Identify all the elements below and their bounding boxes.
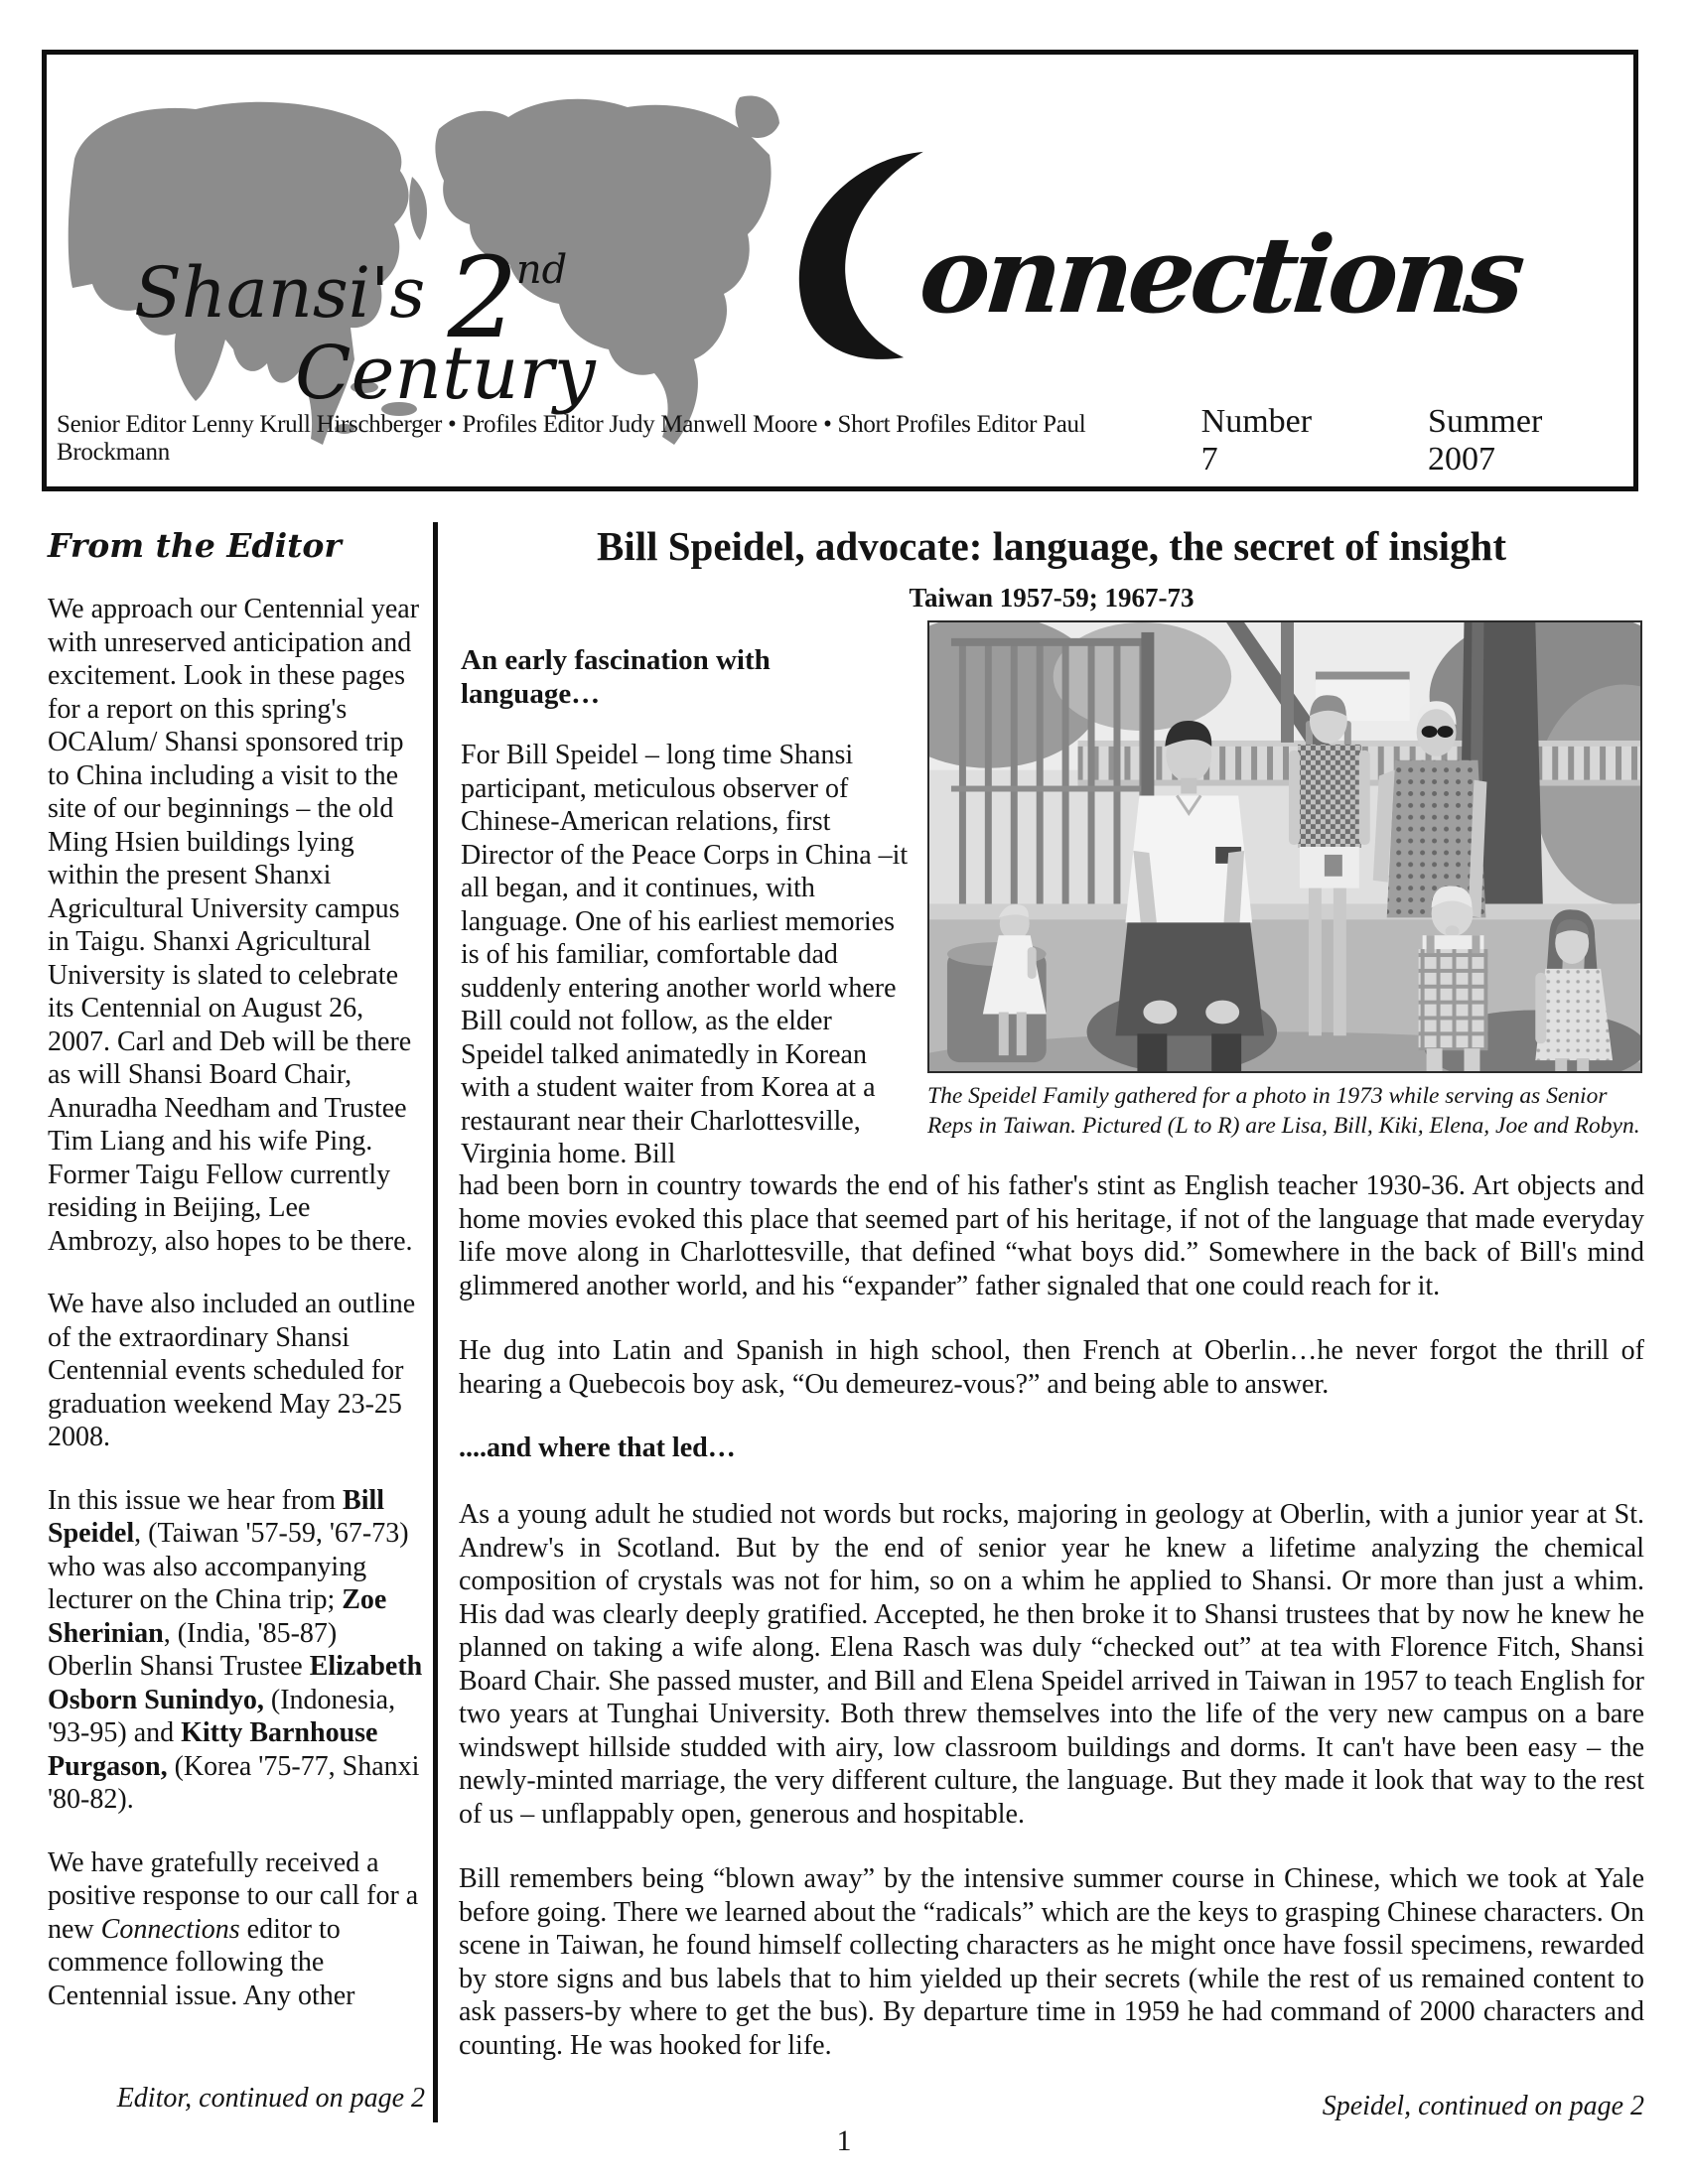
map-slogan-word1: Shansi's xyxy=(134,252,448,334)
section-heading-where-that-led: ....and where that led… xyxy=(459,1433,736,1463)
world-map-graphic xyxy=(57,59,796,450)
family-photo xyxy=(927,620,1642,1073)
speidel-article xyxy=(459,524,1644,2127)
editor-column-heading: From the Editor xyxy=(48,526,342,565)
article-paragraph-2: He dug into Latin and Spanish in high school, then French at Oberlin…he never forgot the thrill of hearing a Quebecois boy ask, “Ou demeurez-vous?” and being able to answer. xyxy=(459,1335,1644,1400)
logo-wordmark-text: onnections xyxy=(914,212,1525,337)
photo-caption: The Speidel Family gathered for a photo in 1973 while serving as Senior Reps in Taiwan. Pictured (L to R) are Lisa, Bill, Kiki, Elena, Joe and Robyn. xyxy=(927,1083,1640,1139)
issue-date: Summer 2007 xyxy=(1428,403,1543,478)
logo-c-glyph xyxy=(783,148,932,364)
article-intro-text: For Bill Speidel – long time Shansi participant, meticulous observer of Chinese-American relations, first Director of the Peace Corps in China –it all began, and it continues, with language. One of his earliest memories is of his familiar, comfortable dad suddenly entering another world where Bill could not follow, as the elder Speidel talked animatedly in Korean with a student waiter from Korea at a restaurant near their Charlottesville, Virginia home. Bill xyxy=(461,740,909,1169)
editor-column xyxy=(48,526,423,2042)
map-slogan-ordinal: nd xyxy=(515,247,568,293)
connections-logo xyxy=(783,148,1525,364)
editor-paragraph-4: We have gratefully received a positive response to our call for a new Connections editor to commence following the Centennial issue. Any other xyxy=(48,1846,419,2011)
editor-paragraph-1: We approach our Centennial year with unreserved anticipation and excitement. Look in these pages for a report on this spring's OCAlum/ Shansi sponsored trip to China including a visit to the site of our beginnings – the old Ming Hsien buildings lying within the present Shanxi Agricultural University campus in Taigu. Shanxi Agricultural University is slated to celebrate its Centennial on August 26, 2007. Carl and Deb will be there as will Shansi Board Chair, Anuradha Needham and Trustee Tim Liang and his wife Ping. Former Taigu Fellow currently residing in Beijing, Lee Ambrozy, also hopes to be there. xyxy=(48,594,420,1257)
article-title: Bill Speidel, advocate: language, the secret of insight xyxy=(596,523,1506,569)
article-paragraph-1: had been born in country towards the end of his father's stint as English teacher 1930-36. Art objects and home movies evoked this place that seemed part of his heritage, if not of the language that made everyday life move along in Charlottesville, that defined “what boys did.” Somewhere in the back of Bill's mind glimmered another world, and his “expander” father signaled that one could reach for it. xyxy=(459,1170,1644,1301)
column-divider xyxy=(433,522,438,2122)
issue-info xyxy=(1201,403,1618,478)
page-number: 1 xyxy=(836,2124,852,2157)
masthead-credit-bar xyxy=(57,403,1618,478)
article-paragraph-3: As a young adult he studied not words but rocks, majoring in geology at Oberlin, with a junior year at St. Andrew's in Scotland. But by the end of senior year he knew a lifetime analyzing the chemical composition of crystals was not for him, so on a whim he applied to Shansi. Or more than just a whim. His dad was clearly deeply gratified. Accepted, he then broke it to Shansi trustees that by now he knew he planned on taking a wife along. Elena Rasch was duly “checked out” at tea with Florence Fitch, Shansi Board Chair. She passed muster, and Bill and Elena Speidel arrived in Taiwan in 1957 to teach English for two years at Tunghai University. Both threw themselves into the life of the very new campus on a bare windswept hillside studded with airy, low classroom buildings and dorms. It can't have been easy – the newly-minted marriage, the very different culture, the language. But they made it look that way to the rest of us – unflappably open, generous and hospitable. xyxy=(459,1499,1644,1830)
article-subtitle: Taiwan 1957-59; 1967-73 xyxy=(909,583,1195,614)
editors-credit-line: Senior Editor Lenny Krull Hirschberger • Profiles Editor Judy Manwell Moore • Short Profiles Editor Paul Brockmann xyxy=(57,411,1086,466)
editor-continued-note: Editor, continued on page 2 xyxy=(116,2083,425,2114)
issue-number: Number 7 xyxy=(1200,403,1313,478)
article-paragraph-4: Bill remembers being “blown away” by the intensive summer course in Chinese, which we took at Yale before going. There we learned about the “radicals” which are the keys to grasping Chinese characters. On scene in Taiwan, he found himself collecting characters as he might once have fossil specimens, rewarded by store signs and bus labels that to him yielded up their secrets (while the rest of us remained content to ask passers-by where to get the bus). By departure time in 1959 he had command of 2000 characters and counting. He was hooked for life. xyxy=(459,1863,1644,2061)
article-body xyxy=(459,1169,1644,2094)
family-photo-illustration xyxy=(929,622,1640,1071)
speidel-continued-note: Speidel, continued on page 2 xyxy=(1322,2091,1644,2121)
editor-paragraph-3: In this issue we hear from Bill Speidel, (Taiwan '57-59, '67-73) who was also accompanying lecturer on the China trip; Zoe Sherinian, (India, '85-87) Oberlin Shansi Trustee Elizabeth Osborn Sunindyo, (Indonesia, '93-95) and Kitty Barnhouse Purgason, (Korea '75-77, Shanxi '80-82). xyxy=(48,1484,423,1815)
map-slogan-line2: Century xyxy=(295,331,596,416)
family-photo-figure xyxy=(927,620,1642,1141)
section-heading-early-fascination: An early fascination with language… xyxy=(461,644,771,710)
editor-paragraph-2: We have also included an outline of the extraordinary Shansi Centennial events scheduled for graduation weekend May 23-25 2008. xyxy=(48,1289,416,1452)
map-slogan-numeral: 2 xyxy=(447,234,516,363)
masthead xyxy=(42,50,1638,491)
article-intro-column xyxy=(461,643,910,1171)
